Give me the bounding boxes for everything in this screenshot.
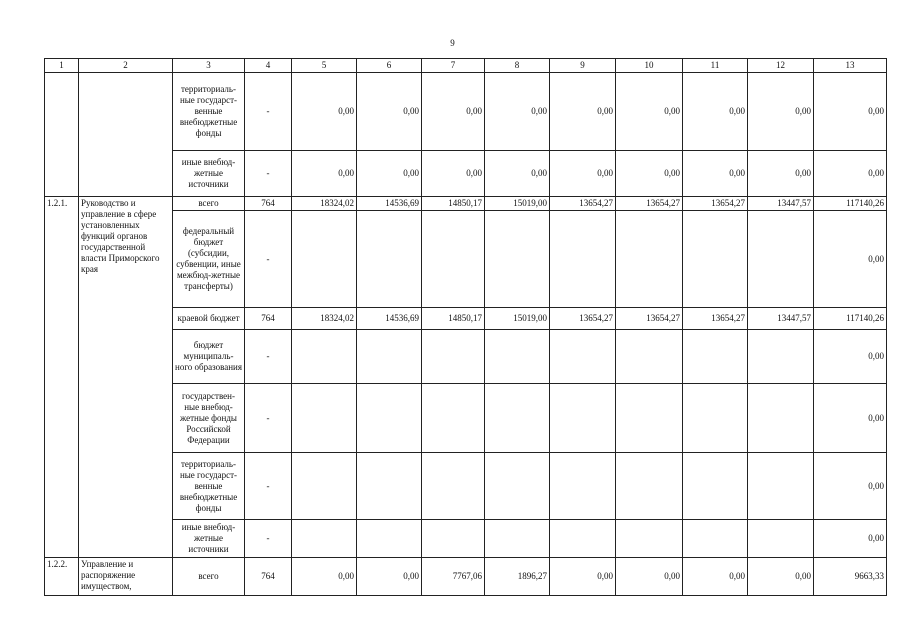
amount-cell: 13654,27 xyxy=(683,197,748,211)
amount-cell: 0,00 xyxy=(814,453,887,520)
amount-cell xyxy=(422,520,485,558)
amount-cell xyxy=(616,330,683,384)
amount-cell: 0,00 xyxy=(748,151,814,197)
amount-cell: 0,00 xyxy=(683,151,748,197)
budget-code-cell: - xyxy=(245,520,292,558)
amount-cell: 0,00 xyxy=(616,73,683,151)
amount-cell: 0,00 xyxy=(292,73,357,151)
amount-cell xyxy=(422,453,485,520)
amount-cell: 14850,17 xyxy=(422,308,485,330)
item-number-cell: 1.2.1. xyxy=(45,197,79,558)
amount-cell: 9663,33 xyxy=(814,558,887,596)
amount-cell xyxy=(616,520,683,558)
amount-cell: 15019,00 xyxy=(485,197,550,211)
column-number-cell: 6 xyxy=(357,59,422,73)
budget-code-cell: - xyxy=(245,151,292,197)
amount-cell: 0,00 xyxy=(550,558,616,596)
amount-cell xyxy=(683,453,748,520)
table-row xyxy=(45,197,887,211)
amount-cell: 117140,26 xyxy=(814,308,887,330)
amount-cell: 0,00 xyxy=(814,330,887,384)
amount-cell: 0,00 xyxy=(814,73,887,151)
item-number-cell xyxy=(45,73,79,197)
amount-cell xyxy=(357,211,422,308)
budget-table xyxy=(44,58,887,596)
column-number-cell: 12 xyxy=(748,59,814,73)
column-number-cell: 5 xyxy=(292,59,357,73)
amount-cell xyxy=(485,211,550,308)
funding-source-cell: территориаль-ные государст-венные внебюджетные фонды xyxy=(173,453,245,520)
amount-cell xyxy=(292,520,357,558)
column-number-cell: 1 xyxy=(45,59,79,73)
column-number-cell: 10 xyxy=(616,59,683,73)
amount-cell: 0,00 xyxy=(292,151,357,197)
funding-source-cell: федеральный бюджет (субсидии, субвенции, иные межбюд-жетные трансферты) xyxy=(173,211,245,308)
amount-cell: 0,00 xyxy=(357,151,422,197)
amount-cell: 117140,26 xyxy=(814,197,887,211)
column-number-cell: 9 xyxy=(550,59,616,73)
item-name-cell: Руководство и управление в сфере установленных функций органов государственной власти Приморского края xyxy=(79,197,173,558)
budget-code-cell: - xyxy=(245,211,292,308)
amount-cell xyxy=(683,384,748,453)
amount-cell xyxy=(357,384,422,453)
table-row xyxy=(45,73,887,151)
amount-cell: 18324,02 xyxy=(292,197,357,211)
item-name-cell: Управление и распоряжение имуществом, xyxy=(79,558,173,596)
amount-cell xyxy=(616,453,683,520)
column-number-cell: 4 xyxy=(245,59,292,73)
column-number-cell: 2 xyxy=(79,59,173,73)
amount-cell xyxy=(748,384,814,453)
funding-source-cell: государствен-ные внебюд-жетные фонды Российской Федерации xyxy=(173,384,245,453)
item-number-cell: 1.2.2. xyxy=(45,558,79,596)
amount-cell xyxy=(550,520,616,558)
amount-cell: 0,00 xyxy=(814,211,887,308)
amount-cell: 13654,27 xyxy=(683,308,748,330)
amount-cell xyxy=(748,453,814,520)
amount-cell xyxy=(550,330,616,384)
amount-cell xyxy=(357,520,422,558)
amount-cell: 13654,27 xyxy=(550,197,616,211)
amount-cell: 0,00 xyxy=(616,151,683,197)
amount-cell xyxy=(616,211,683,308)
amount-cell xyxy=(485,453,550,520)
amount-cell: 0,00 xyxy=(814,520,887,558)
amount-cell xyxy=(292,384,357,453)
amount-cell xyxy=(485,520,550,558)
amount-cell: 14536,69 xyxy=(357,197,422,211)
budget-code-cell: - xyxy=(245,384,292,453)
amount-cell xyxy=(357,453,422,520)
funding-source-cell: бюджет муниципаль-ного образования xyxy=(173,330,245,384)
amount-cell: 18324,02 xyxy=(292,308,357,330)
amount-cell: 0,00 xyxy=(616,558,683,596)
amount-cell: 0,00 xyxy=(748,73,814,151)
column-number-cell: 13 xyxy=(814,59,887,73)
amount-cell: 13447,57 xyxy=(748,308,814,330)
amount-cell: 7767,06 xyxy=(422,558,485,596)
amount-cell: 0,00 xyxy=(485,151,550,197)
budget-code-cell: - xyxy=(245,330,292,384)
amount-cell xyxy=(550,453,616,520)
budget-code-cell: - xyxy=(245,453,292,520)
page-number: 9 xyxy=(450,38,455,48)
amount-cell: 0,00 xyxy=(485,73,550,151)
column-number-cell: 8 xyxy=(485,59,550,73)
column-number-cell: 7 xyxy=(422,59,485,73)
amount-cell: 0,00 xyxy=(550,151,616,197)
funding-source-cell: всего xyxy=(173,558,245,596)
table-row xyxy=(45,558,887,596)
amount-cell: 0,00 xyxy=(422,151,485,197)
amount-cell: 1896,27 xyxy=(485,558,550,596)
amount-cell: 0,00 xyxy=(550,73,616,151)
amount-cell: 0,00 xyxy=(292,558,357,596)
amount-cell: 13654,27 xyxy=(616,308,683,330)
amount-cell xyxy=(748,330,814,384)
amount-cell xyxy=(683,520,748,558)
amount-cell xyxy=(357,330,422,384)
amount-cell xyxy=(748,520,814,558)
column-number-row xyxy=(45,59,887,73)
amount-cell: 0,00 xyxy=(357,73,422,151)
budget-code-cell: 764 xyxy=(245,558,292,596)
amount-cell: 0,00 xyxy=(748,558,814,596)
budget-code-cell: 764 xyxy=(245,197,292,211)
amount-cell xyxy=(422,330,485,384)
item-name-cell xyxy=(79,73,173,197)
amount-cell xyxy=(683,330,748,384)
amount-cell xyxy=(292,453,357,520)
amount-cell xyxy=(292,211,357,308)
amount-cell: 14536,69 xyxy=(357,308,422,330)
amount-cell: 0,00 xyxy=(814,151,887,197)
amount-cell xyxy=(550,384,616,453)
amount-cell xyxy=(485,384,550,453)
amount-cell xyxy=(683,211,748,308)
budget-code-cell: 764 xyxy=(245,308,292,330)
amount-cell: 0,00 xyxy=(683,558,748,596)
budget-code-cell: - xyxy=(245,73,292,151)
amount-cell: 0,00 xyxy=(357,558,422,596)
amount-cell: 13654,27 xyxy=(616,197,683,211)
funding-source-cell: территориаль-ные государст-венные внебюджетные фонды xyxy=(173,73,245,151)
amount-cell: 0,00 xyxy=(683,73,748,151)
amount-cell xyxy=(485,330,550,384)
amount-cell: 13447,57 xyxy=(748,197,814,211)
amount-cell xyxy=(550,211,616,308)
funding-source-cell: иные внебюд-жетные источники xyxy=(173,151,245,197)
amount-cell xyxy=(292,330,357,384)
amount-cell: 0,00 xyxy=(814,384,887,453)
amount-cell: 0,00 xyxy=(422,73,485,151)
amount-cell: 14850,17 xyxy=(422,197,485,211)
amount-cell: 15019,00 xyxy=(485,308,550,330)
amount-cell xyxy=(616,384,683,453)
funding-source-cell: всего xyxy=(173,197,245,211)
funding-source-cell: иные внебюд-жетные источники xyxy=(173,520,245,558)
column-number-cell: 3 xyxy=(173,59,245,73)
amount-cell: 13654,27 xyxy=(550,308,616,330)
amount-cell xyxy=(422,384,485,453)
column-number-cell: 11 xyxy=(683,59,748,73)
amount-cell xyxy=(748,211,814,308)
amount-cell xyxy=(422,211,485,308)
funding-source-cell: краевой бюджет xyxy=(173,308,245,330)
